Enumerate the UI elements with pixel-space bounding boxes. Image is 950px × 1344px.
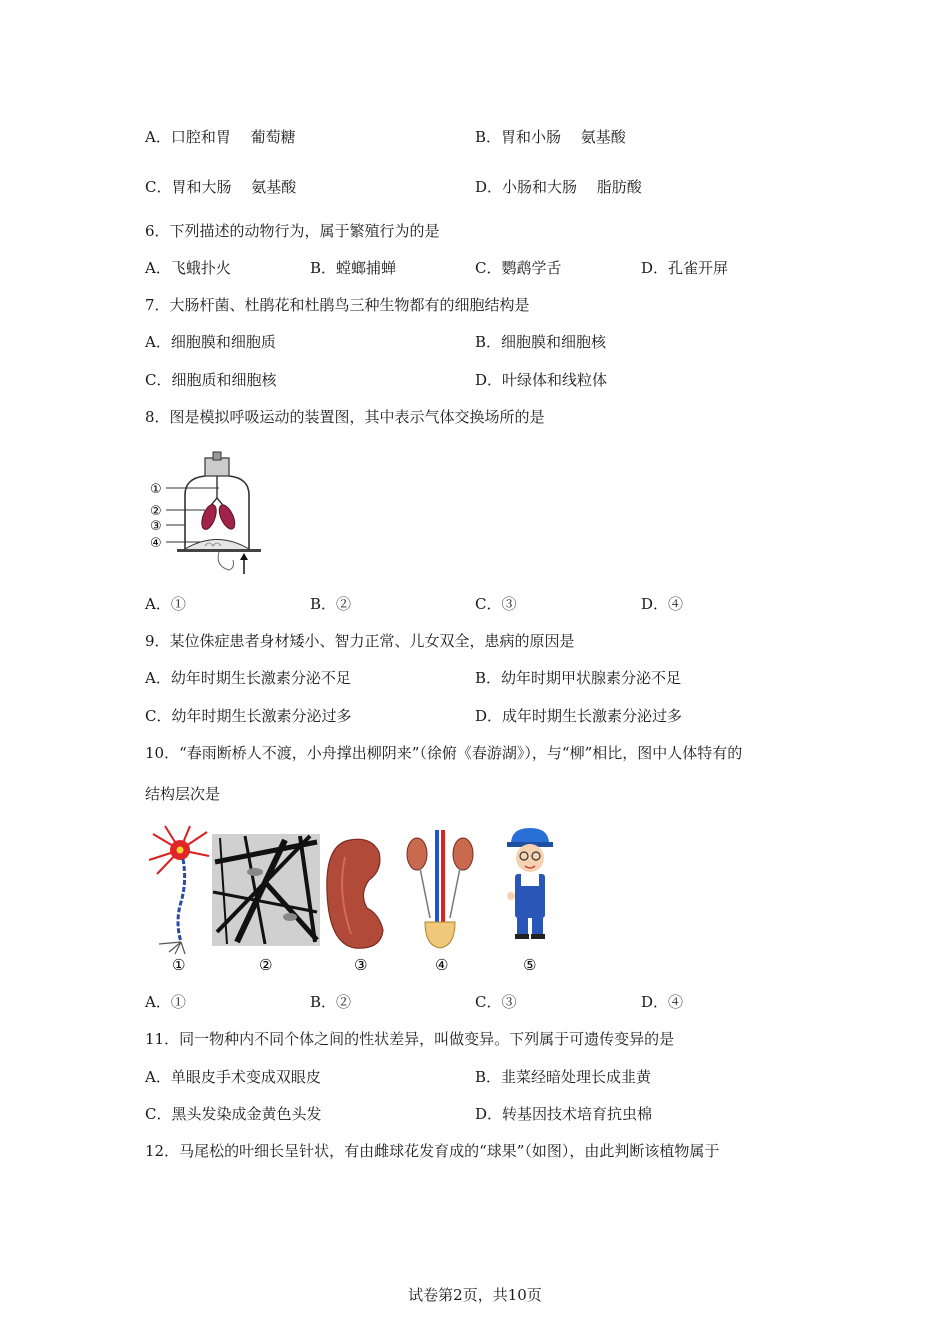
q11-option-b: B．韭菜经暗处理长成韭黄 [475,1068,652,1086]
q8-option-a: A．① [145,595,186,613]
label-2: ② [150,504,162,519]
q8-option-d: D．④ [641,595,684,613]
q6-stem: 6．下列描述的动物行为，属于繁殖行为的是 [145,222,440,240]
q10-option-a: A．① [145,993,186,1011]
q7-option-c: C．细胞质和细胞核 [145,371,277,389]
q6-option-c: C．鹦鹉学舌 [475,259,562,277]
fig-label-4: ④ [435,956,449,974]
q9-option-a: A．幼年时期生长激素分泌不足 [145,669,351,687]
breathing-model-figure [145,450,270,580]
urinary-system-image [407,830,473,948]
q11-stem: 11．同一物种内不同个体之间的性状差异，叫做变异。下列属于可遗传变异的是 [145,1030,675,1048]
q5-option-c: C．胃和大肠 氨基酸 [145,178,297,196]
q7-option-b: B．细胞膜和细胞核 [475,333,607,351]
q6-option-d: D．孔雀开屏 [641,259,729,277]
page-footer: 试卷第2页，共10页 [408,1286,542,1304]
q11-option-d: D．转基因技术培育抗虫棉 [475,1105,653,1123]
neuron-image [149,826,209,954]
q6-option-a: A．飞蛾扑火 [145,259,231,277]
q7-option-d: D．叶绿体和线粒体 [475,371,608,389]
q8-stem: 8．图是模拟呼吸运动的装置图，其中表示气体交换场所的是 [145,408,545,426]
q10-stem-line1: 10．“春雨断桥人不渡，小舟撑出柳阴来”（徐俯《春游湖》），与“柳”相比，图中人体特有的 [145,744,743,762]
fig-label-5: ⑤ [523,956,537,974]
q7-option-a: A．细胞膜和细胞质 [145,333,276,351]
fig-label-2: ② [259,956,273,974]
q9-option-d: D．成年时期生长激素分泌过多 [475,707,683,725]
q5-option-d: D．小肠和大肠 脂肪酸 [475,178,642,196]
tissue-image [212,834,320,946]
fig-label-1: ① [172,956,186,974]
q10-option-c: C．③ [475,993,517,1011]
q10-option-b: B．② [310,993,352,1011]
q6-option-b: B．螳螂捕蝉 [310,259,397,277]
fig-label-3: ③ [354,956,368,974]
label-4: ④ [150,536,162,551]
label-3: ③ [150,519,162,534]
q9-stem: 9．某位侏症患者身材矮小、智力正常、儿女双全，患病的原因是 [145,632,575,650]
structure-levels-figure [145,822,565,977]
q5-option-a: A．口腔和胃 葡萄糖 [145,128,296,146]
kidney-image [327,839,383,948]
q9-option-b: B．幼年时期甲状腺素分泌不足 [475,669,682,687]
q10-option-d: D．④ [641,993,684,1011]
q5-option-b: B．胃和小肠 氨基酸 [475,128,626,146]
label-1: ① [150,482,162,497]
person-image [507,828,553,939]
q10-stem-line2: 结构层次是 [145,785,221,803]
q8-option-b: B．② [310,595,352,613]
q9-option-c: C．幼年时期生长激素分泌过多 [145,707,352,725]
q8-option-c: C．③ [475,595,517,613]
q11-option-c: C．黑头发染成金黄色头发 [145,1105,322,1123]
q7-stem: 7．大肠杆菌、杜鹃花和杜鹃鸟三种生物都有的细胞结构是 [145,296,530,314]
q12-stem: 12．马尾松的叶细长呈针状，有由雌球花发育成的“球果”（如图），由此判断该植物属于 [145,1142,720,1160]
q11-option-a: A．单眼皮手术变成双眼皮 [145,1068,321,1086]
